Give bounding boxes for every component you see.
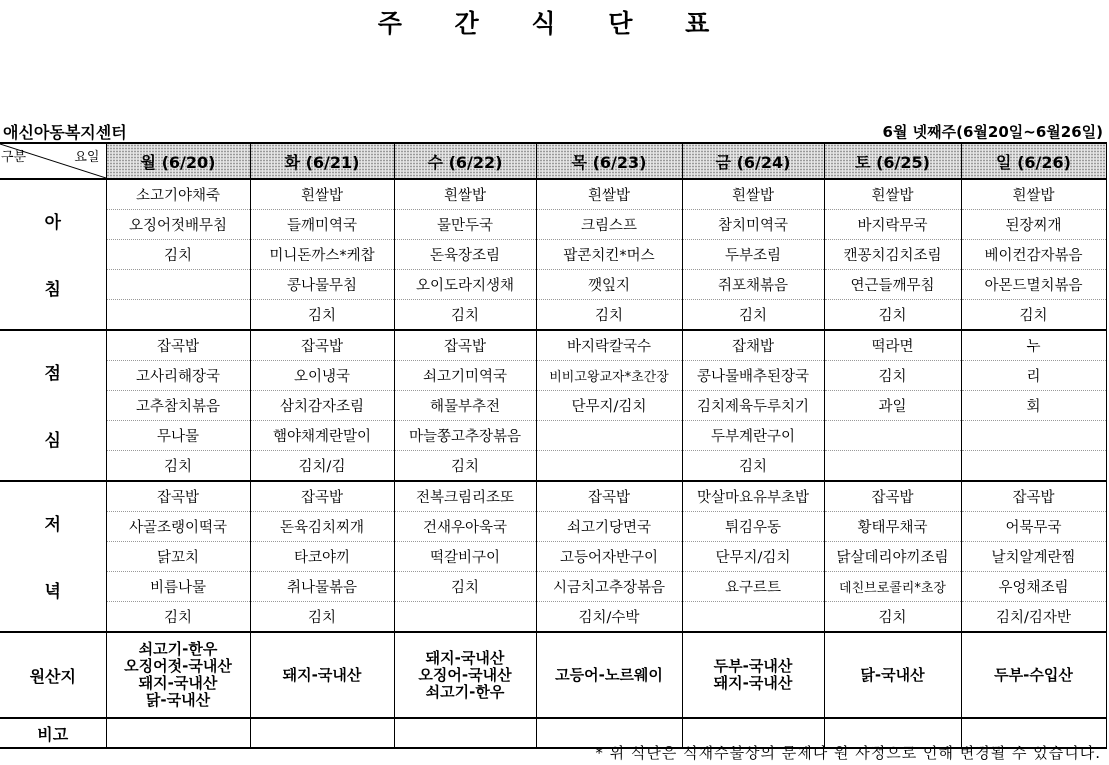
menu-item: 잡곡밥 — [961, 481, 1106, 512]
menu-item: 시금치고추장볶음 — [536, 572, 682, 602]
menu-item — [394, 602, 536, 633]
menu-item: 오이냉국 — [250, 361, 394, 391]
menu-item: 잡채밥 — [682, 330, 824, 361]
origin-label: 원산지 — [0, 632, 106, 718]
menu-item: 흰쌀밥 — [961, 179, 1106, 210]
day-header-wed: 수 (6/22) — [394, 143, 536, 179]
menu-item: 김치 — [536, 300, 682, 331]
origin-line: 두부-국내산 — [713, 657, 793, 675]
menu-item: 소고기야채죽 — [106, 179, 250, 210]
origin-cell-thu — [536, 632, 682, 718]
menu-item: 고등어자반구이 — [536, 542, 682, 572]
origin-line: 닭-국내산 — [145, 691, 211, 709]
menu-item: 김치 — [250, 602, 394, 633]
menu-item: 잡곡밥 — [250, 481, 394, 512]
menu-item — [106, 270, 250, 300]
day-header-sun: 일 (6/26) — [961, 143, 1106, 179]
menu-item: 해물부추전 — [394, 391, 536, 421]
menu-item: 단무지/김치 — [536, 391, 682, 421]
menu-item: 전복크림리조또 — [394, 481, 536, 512]
menu-item: 쇠고기당면국 — [536, 512, 682, 542]
menu-item: 캔꽁치김치조림 — [824, 240, 961, 270]
menu-item: 단무지/김치 — [682, 542, 824, 572]
menu-item: 흰쌀밥 — [682, 179, 824, 210]
organization-name: 애신아동복지센터 — [3, 123, 127, 142]
menu-item: 잡곡밥 — [106, 481, 250, 512]
menu-item — [536, 421, 682, 451]
menu-item: 크림스프 — [536, 210, 682, 240]
meal-label-breakfast — [0, 179, 106, 330]
menu-item: 김치 — [394, 451, 536, 482]
meal-row — [0, 179, 1106, 210]
day-header-mon: 월 (6/20) — [106, 143, 250, 179]
menu-item: 참치미역국 — [682, 210, 824, 240]
day-header-sat: 토 (6/25) — [824, 143, 961, 179]
origin-line: 쇠고기-한우 — [425, 682, 505, 701]
meal-label-top: 아 — [44, 213, 61, 233]
note-label: 비고 — [0, 718, 106, 748]
menu-item: 잡곡밥 — [394, 330, 536, 361]
meal-row — [0, 542, 1106, 572]
menu-item: 오징어젓배무침 — [106, 210, 250, 240]
menu-item: 무나물 — [106, 421, 250, 451]
menu-item — [824, 451, 961, 482]
menu-item — [824, 421, 961, 451]
menu-item: 흰쌀밥 — [394, 179, 536, 210]
origin-line: 오징어-국내산 — [418, 665, 512, 684]
menu-item: 우엉채조림 — [961, 572, 1106, 602]
menu-item: 김치 — [824, 361, 961, 391]
meal-label-bottom: 녁 — [44, 582, 61, 602]
menu-item: 마늘쫑고추장볶음 — [394, 421, 536, 451]
menu-item: 돈육장조림 — [394, 240, 536, 270]
origin-cell-sun — [961, 632, 1106, 718]
menu-item: 타코야끼 — [250, 542, 394, 572]
menu-item: 튀김우동 — [682, 512, 824, 542]
menu-item: 아몬드멸치볶음 — [961, 270, 1106, 300]
menu-item: 김치/김 — [250, 451, 394, 482]
menu-item: 회 — [961, 391, 1106, 421]
menu-item: 김치 — [961, 300, 1106, 331]
origin-cell-fri — [682, 632, 824, 718]
meal-row — [0, 300, 1106, 331]
menu-item: 김치제육두루치기 — [682, 391, 824, 421]
note-cell — [106, 718, 250, 748]
menu-item: 김치 — [824, 602, 961, 633]
meal-row — [0, 240, 1106, 270]
menu-item: 바지락무국 — [824, 210, 961, 240]
menu-item: 콩나물무침 — [250, 270, 394, 300]
meal-row — [0, 270, 1106, 300]
menu-item: 들깨미역국 — [250, 210, 394, 240]
menu-item — [682, 602, 824, 633]
menu-item: 취나물볶음 — [250, 572, 394, 602]
menu-item — [961, 421, 1106, 451]
corner-label-category: 구분 — [1, 150, 27, 165]
menu-item: 누 — [961, 330, 1106, 361]
origin-line: 고등어-노르웨이 — [555, 665, 663, 684]
origin-cell-mon — [106, 632, 250, 718]
week-range: 6월 넷째주(6월20일~6월26일) — [882, 123, 1103, 141]
day-header-thu: 목 (6/23) — [536, 143, 682, 179]
origin-cell-wed — [394, 632, 536, 718]
menu-item: 황태무채국 — [824, 512, 961, 542]
menu-item: 건새우아욱국 — [394, 512, 536, 542]
menu-item: 고사리해장국 — [106, 361, 250, 391]
meal-label-lunch — [0, 330, 106, 481]
menu-item — [536, 451, 682, 482]
meal-label-top: 점 — [44, 364, 61, 384]
menu-item: 맛살마요유부초밥 — [682, 481, 824, 512]
origin-cell-tue — [250, 632, 394, 718]
note-cell — [250, 718, 394, 748]
menu-item: 데친브로콜리*초장 — [824, 572, 961, 602]
menu-item: 쥐포채볶음 — [682, 270, 824, 300]
menu-item: 비비고왕교자*초간장 — [536, 361, 682, 391]
meal-row — [0, 481, 1106, 512]
meal-row — [0, 330, 1106, 361]
weekly-menu-table — [0, 142, 1107, 749]
corner-label-day: 요일 — [74, 150, 100, 165]
menu-item: 흰쌀밥 — [824, 179, 961, 210]
menu-item: 떡라면 — [824, 330, 961, 361]
menu-item: 김치 — [106, 451, 250, 482]
menu-item: 김치/수박 — [536, 602, 682, 633]
meal-row — [0, 210, 1106, 240]
menu-item: 김치 — [106, 602, 250, 633]
menu-item: 고추참치볶음 — [106, 391, 250, 421]
menu-item: 잡곡밥 — [536, 481, 682, 512]
meal-label-bottom: 침 — [44, 280, 61, 300]
menu-item: 어묵무국 — [961, 512, 1106, 542]
origin-line: 돼지-국내산 — [282, 665, 362, 684]
meal-row — [0, 512, 1106, 542]
origin-line: 오징어젓-국내산 — [124, 657, 232, 675]
menu-item: 김치/김자반 — [961, 602, 1106, 633]
menu-item: 리 — [961, 361, 1106, 391]
menu-item: 김치 — [394, 572, 536, 602]
meal-label-dinner — [0, 481, 106, 632]
meal-row — [0, 451, 1106, 482]
origin-line: 돼지-국내산 — [138, 674, 218, 692]
menu-item: 닭살데리야끼조림 — [824, 542, 961, 572]
origin-line: 쇠고기-한우 — [138, 640, 218, 658]
meal-row — [0, 361, 1106, 391]
menu-item: 깻잎지 — [536, 270, 682, 300]
menu-item: 콩나물배추된장국 — [682, 361, 824, 391]
footnote: * 위 식단은 식재수불상의 문제나 원 사정으로 인해 변경될 수 있습니다. — [595, 744, 1101, 762]
origin-line: 두부-수입산 — [994, 665, 1073, 684]
page-title: 주 간 식 단 표 — [377, 9, 732, 38]
menu-item: 김치 — [682, 300, 824, 331]
origin-row — [0, 632, 1106, 718]
menu-item: 된장찌개 — [961, 210, 1106, 240]
menu-item: 김치 — [250, 300, 394, 331]
menu-item: 흰쌀밥 — [536, 179, 682, 210]
origin-line: 돼지-국내산 — [713, 674, 793, 692]
menu-item: 비름나물 — [106, 572, 250, 602]
menu-item: 돈육김치찌개 — [250, 512, 394, 542]
menu-item: 미니돈까스*케찹 — [250, 240, 394, 270]
header-row — [0, 143, 1106, 179]
menu-item: 바지락칼국수 — [536, 330, 682, 361]
menu-item — [961, 451, 1106, 482]
menu-item: 오이도라지생채 — [394, 270, 536, 300]
menu-item: 떡갈비구이 — [394, 542, 536, 572]
menu-item: 김치 — [394, 300, 536, 331]
meal-label-top: 저 — [44, 515, 61, 535]
menu-item: 잡곡밥 — [106, 330, 250, 361]
meal-label-bottom: 심 — [44, 431, 61, 451]
corner-header — [0, 143, 106, 179]
origin-line: 닭-국내산 — [860, 665, 925, 684]
menu-item: 사골조랭이떡국 — [106, 512, 250, 542]
meal-row — [0, 391, 1106, 421]
menu-item: 날치알계란찜 — [961, 542, 1106, 572]
menu-item: 베이컨감자볶음 — [961, 240, 1106, 270]
menu-item: 물만두국 — [394, 210, 536, 240]
menu-item: 잡곡밥 — [250, 330, 394, 361]
origin-cell-sat — [824, 632, 961, 718]
menu-item: 김치 — [106, 240, 250, 270]
menu-item: 흰쌀밥 — [250, 179, 394, 210]
menu-item: 삼치감자조림 — [250, 391, 394, 421]
menu-item: 연근들깨무침 — [824, 270, 961, 300]
menu-item: 쇠고기미역국 — [394, 361, 536, 391]
menu-item: 햄야채계란말이 — [250, 421, 394, 451]
meal-row — [0, 572, 1106, 602]
note-cell — [394, 718, 536, 748]
menu-item: 잡곡밥 — [824, 481, 961, 512]
menu-item: 두부조림 — [682, 240, 824, 270]
meal-row — [0, 421, 1106, 451]
menu-item: 요구르트 — [682, 572, 824, 602]
menu-item: 두부계란구이 — [682, 421, 824, 451]
menu-item: 닭꼬치 — [106, 542, 250, 572]
menu-item: 팝콘치킨*머스 — [536, 240, 682, 270]
menu-item: 과일 — [824, 391, 961, 421]
menu-item — [106, 300, 250, 331]
meal-row — [0, 602, 1106, 633]
menu-item: 김치 — [824, 300, 961, 331]
origin-line: 돼지-국내산 — [425, 648, 505, 667]
day-header-fri: 금 (6/24) — [682, 143, 824, 179]
day-header-tue: 화 (6/21) — [250, 143, 394, 179]
menu-item: 김치 — [682, 451, 824, 482]
